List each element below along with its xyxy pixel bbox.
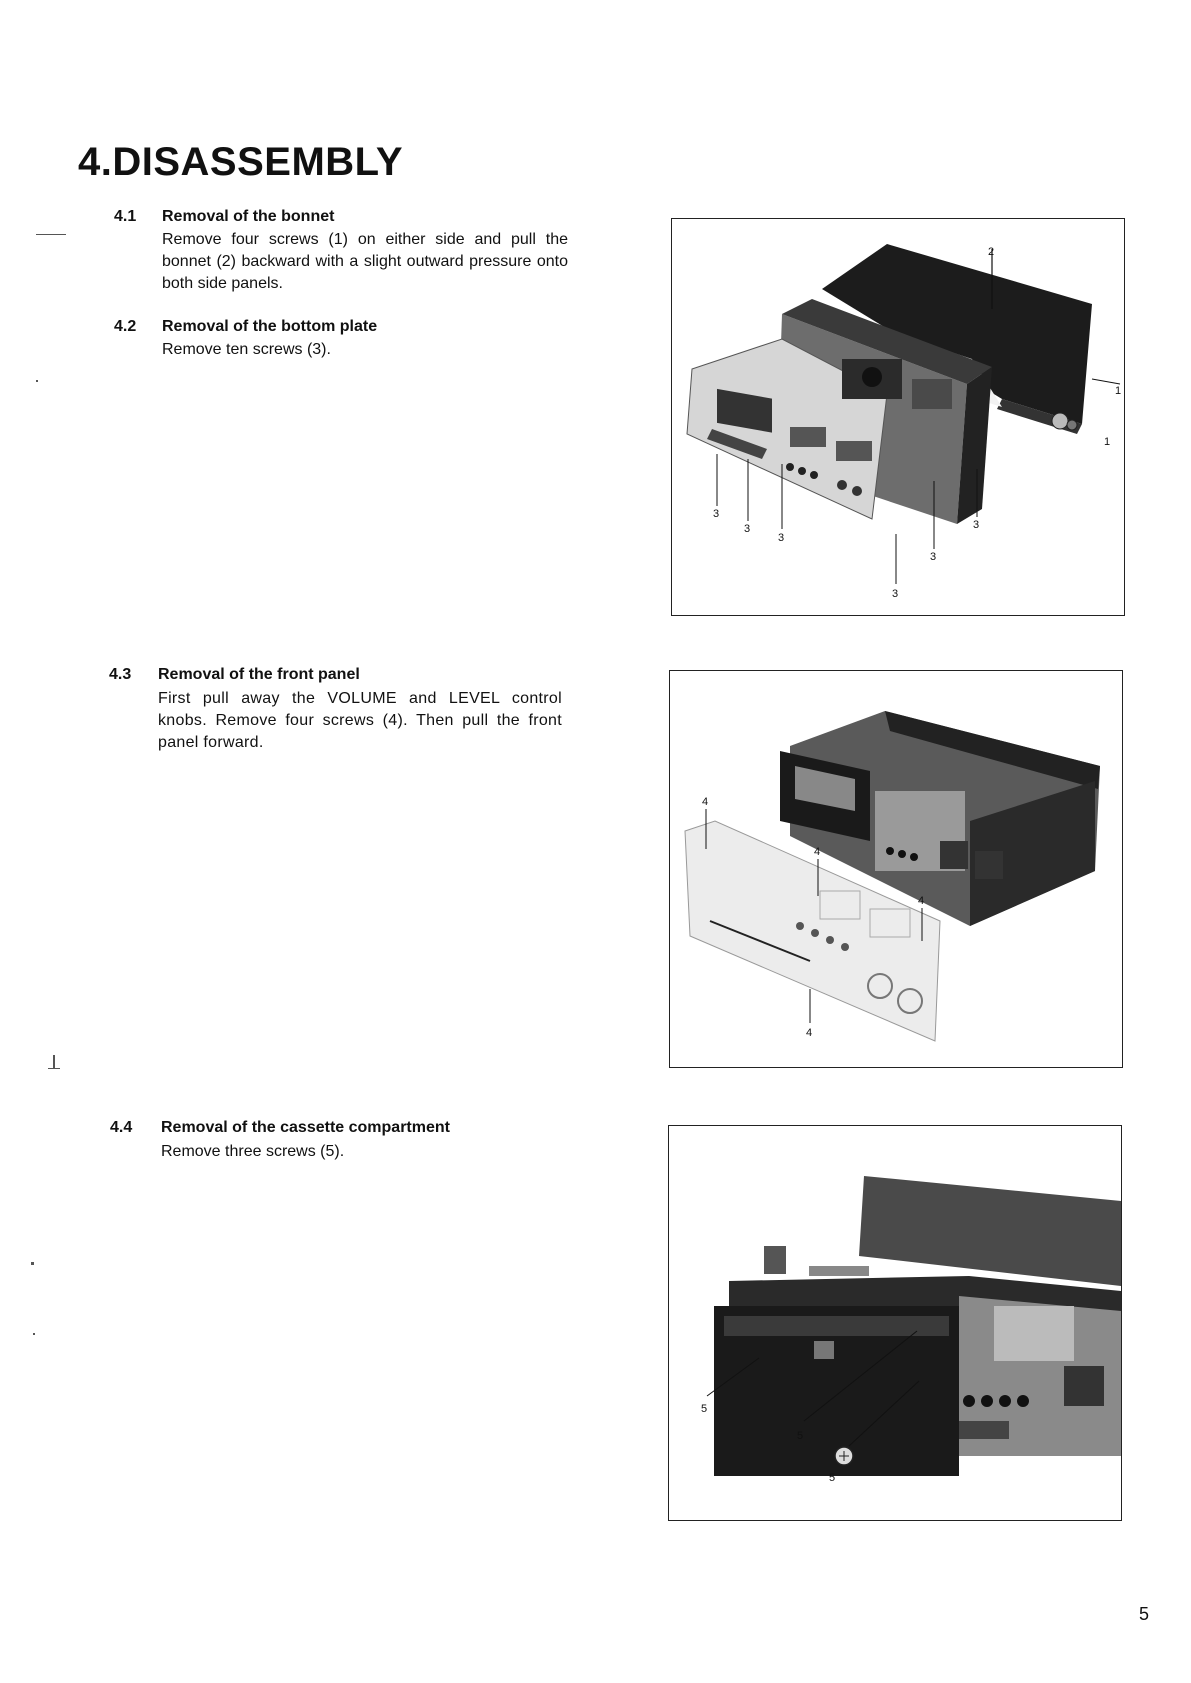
figure-callout: 4: [814, 846, 821, 858]
page-number: 5: [1138, 1604, 1149, 1624]
scan-mark: [31, 1262, 34, 1265]
figure-callout: 4: [918, 895, 925, 907]
figure-callout: 3: [778, 532, 785, 544]
figure-callout: 1: [1115, 385, 1122, 397]
figure-cassette-compartment-removal: [668, 1125, 1122, 1521]
figure-callout: 2: [988, 246, 995, 258]
section-number: 4.2: [114, 318, 137, 335]
scan-mark: [48, 1068, 60, 1069]
figure-callout: 1: [1104, 436, 1111, 448]
figure-callout: 3: [744, 523, 751, 535]
figure-callout: 3: [713, 508, 720, 520]
figure-callout: 4: [806, 1027, 813, 1039]
figure-callout: 3: [892, 588, 899, 600]
section-number: 4.1: [114, 208, 137, 225]
figure-bonnet-removal: [671, 218, 1125, 616]
figure-callout: 5: [701, 1403, 708, 1415]
figure-callout: 3: [973, 519, 980, 531]
scan-mark: [36, 380, 38, 382]
section-body: First pull away the VOLUME and LEVEL control knobs. Remove four screws (4). Then pull the front panel forward.: [158, 690, 562, 751]
section-body: Remove ten screws (3).: [162, 341, 331, 358]
section-body: Remove three screws (5).: [161, 1143, 345, 1160]
page-title: 4.DISASSEMBLY: [78, 140, 404, 184]
figure-callout: 3: [930, 551, 937, 563]
figure-callout: 5: [797, 1430, 804, 1442]
scan-mark: [33, 1333, 35, 1335]
deck-photo-illustration: [669, 1126, 1121, 1520]
section-heading: Removal of the bonnet: [162, 208, 335, 225]
scan-mark: [36, 234, 66, 235]
section-heading: Removal of the front panel: [158, 666, 360, 683]
section-heading: Removal of the cassette compartment: [161, 1119, 450, 1136]
section-number: 4.4: [110, 1119, 133, 1136]
figure-callout: 5: [829, 1472, 836, 1484]
section-heading: Removal of the bottom plate: [162, 318, 378, 335]
deck-photo-illustration: [672, 219, 1124, 615]
section-number: 4.3: [109, 666, 132, 683]
scan-mark: [53, 1055, 55, 1069]
figure-front-panel-removal: [669, 670, 1123, 1068]
deck-photo-illustration: [670, 671, 1122, 1067]
figure-callout: 4: [702, 796, 709, 808]
section-body: Remove four screws (1) on either side and pull the bonnet (2) backward with a slight outward pressure onto both side panels.: [162, 231, 568, 292]
